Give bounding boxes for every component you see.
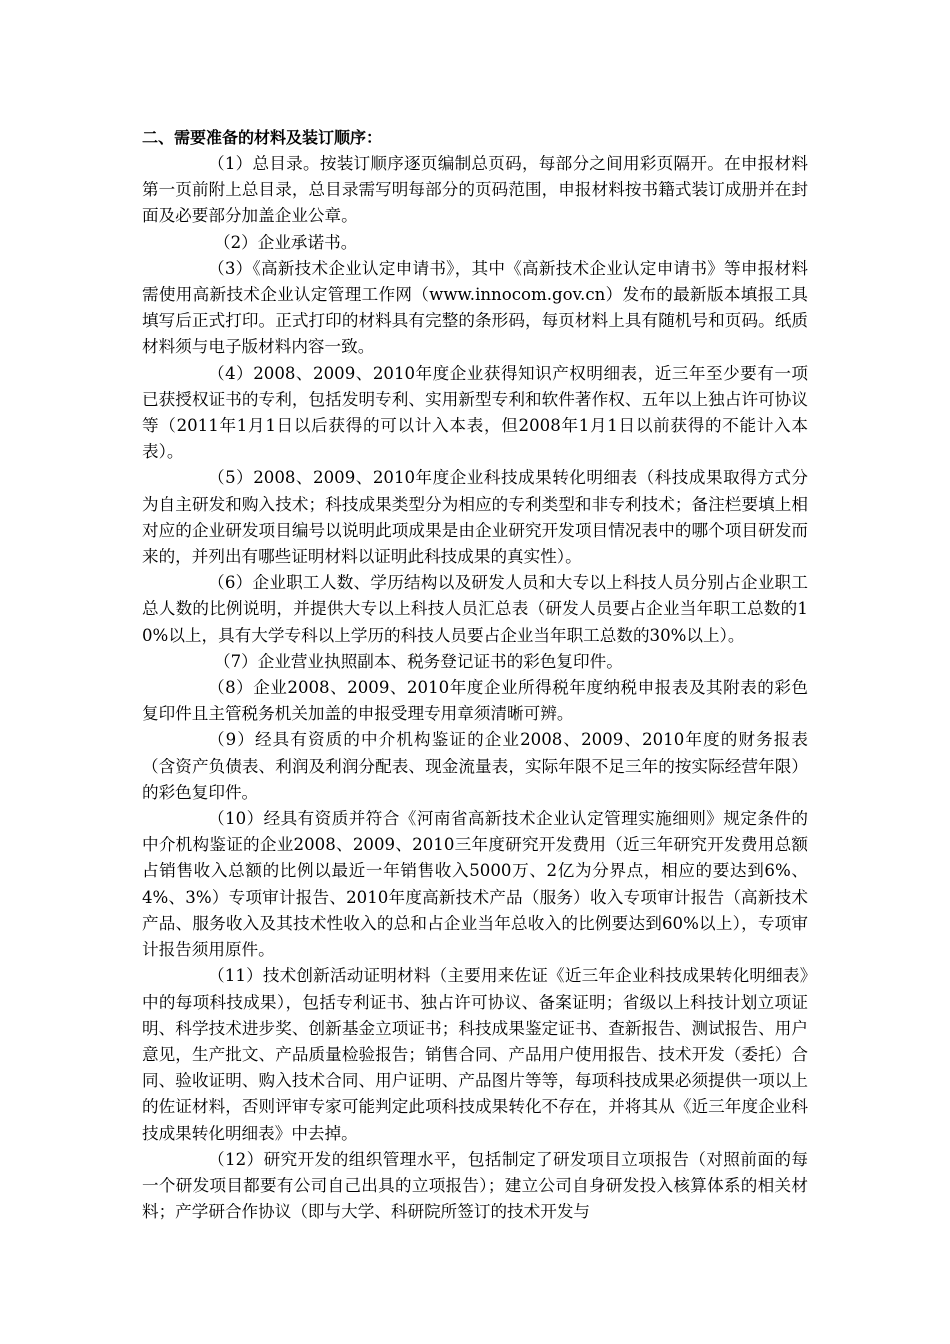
paragraph-8: （8）企业2008、2009、2010年度企业所得税年度纳税申报表及其附表的彩色复印件且主管税务机关加盖的申报受理专用章须清晰可辨。 xyxy=(142,678,808,724)
document-page xyxy=(142,126,808,1225)
paragraph-4: （4）2008、2009、2010年度企业获得知识产权明细表，近三年至少要有一项已获授权证书的专利，包括发明专利、实用新型专利和软件著作权、五年以上独占许可协议等（2011年1月1日以后获得的可以计入本表，但2008年1月1日以前获得的不能计入本表）。 xyxy=(142,363,808,462)
section-heading: 二、需要准备的材料及装订顺序： xyxy=(142,128,383,147)
paragraph-9: （9）经具有资质的中介机构鉴证的企业2008、2009、2010年度的财务报表（含资产负债表、利润及利润分配表、现金流量表，实际年限不足三年的按实际经营年限）的彩色复印件。 xyxy=(142,730,808,802)
paragraph-1: （1）总目录。按装订顺序逐页编制总页码，每部分之间用彩页隔开。在申报材料第一页前附上总目录，总目录需写明每部分的页码范围，申报材料按书籍式装订成册并在封面及必要部分加盖企业公章。 xyxy=(142,154,808,226)
paragraph-3: （3）《高新技术企业认定申请书》，其中《高新技术企业认定申请书》等申报材料需使用高新技术企业认定管理工作网（www.innocom.gov.cn）发布的最新版本填报工具填写后正式打印。正式打印的材料具有完整的条形码，每页材料上具有随机号和页码。纸质材料须与电子版材料内容一致。 xyxy=(142,258,808,357)
paragraph-10: （10）经具有资质并符合《河南省高新技术企业认定管理实施细则》规定条件的中介机构鉴证的企业2008、2009、2010三年度研究开发费用（近三年研究开发费用总额占销售收入总额的比例以最近一年销售收入5000万、2亿为分界点，相应的要达到6%、4%、3%）专项审计报告、2010年度高新技术产品（服务）收入专项审计报告（高新技术产品、服务收入及其技术性收入的总和占企业当年总收入的比例要达到60%以上），专项审计报告须用原件。 xyxy=(142,809,808,960)
paragraph-12: （12）研究开发的组织管理水平，包括制定了研发项目立项报告（对照前面的每一个研发项目都要有公司自己出具的立项报告）；建立公司自身研发投入核算体系的相关材料；产学研合作协议（即与大学、科研院所签订的技术开发与 xyxy=(142,1149,808,1222)
paragraph-5: （5）2008、2009、2010年度企业科技成果转化明细表（科技成果取得方式分为自主研发和购入技术；科技成果类型分为相应的专利类型和非专利技术；备注栏要填上相对应的企业研发项目编号以说明此项成果是由企业研究开发项目情况表中的哪个项目研发而来的，并列出有哪些证明材料以证明此科技成果的真实性）。 xyxy=(142,468,808,567)
paragraph-2: （2）企业承诺书。 xyxy=(214,232,358,252)
paragraph-11: （11）技术创新活动证明材料（主要用来佐证《近三年企业科技成果转化明细表》中的每项科技成果），包括专利证书、独占许可协议、备案证明；省级以上科技计划立项证明、科学技术进步奖、创新基金立项证书；科技成果鉴定证书、查新报告、测试报告、用户意见，生产批文、产品质量检验报告；销售合同、产品用户使用报告、技术开发（委托）合同、验收证明、购入技术合同、用户证明、产品图片等等，每项科技成果必须提供一项以上的佐证材料，否则评审专家可能判定此项科技成果转化不存在，并将其从《近三年度企业科技成果转化明细表》中去掉。 xyxy=(142,966,808,1143)
paragraph-7: （7）企业营业执照副本、税务登记证书的彩色复印件。 xyxy=(214,651,623,671)
paragraph-6: （6）企业职工人数、学历结构以及研发人员和大专以上科技人员分别占企业职工总人数的比例说明，并提供大专以上科技人员汇总表（研发人员要占企业当年职工总数的10%以上，具有大学专科以上学历的科技人员要占企业当年职工总数的30%以上）。 xyxy=(142,573,808,645)
